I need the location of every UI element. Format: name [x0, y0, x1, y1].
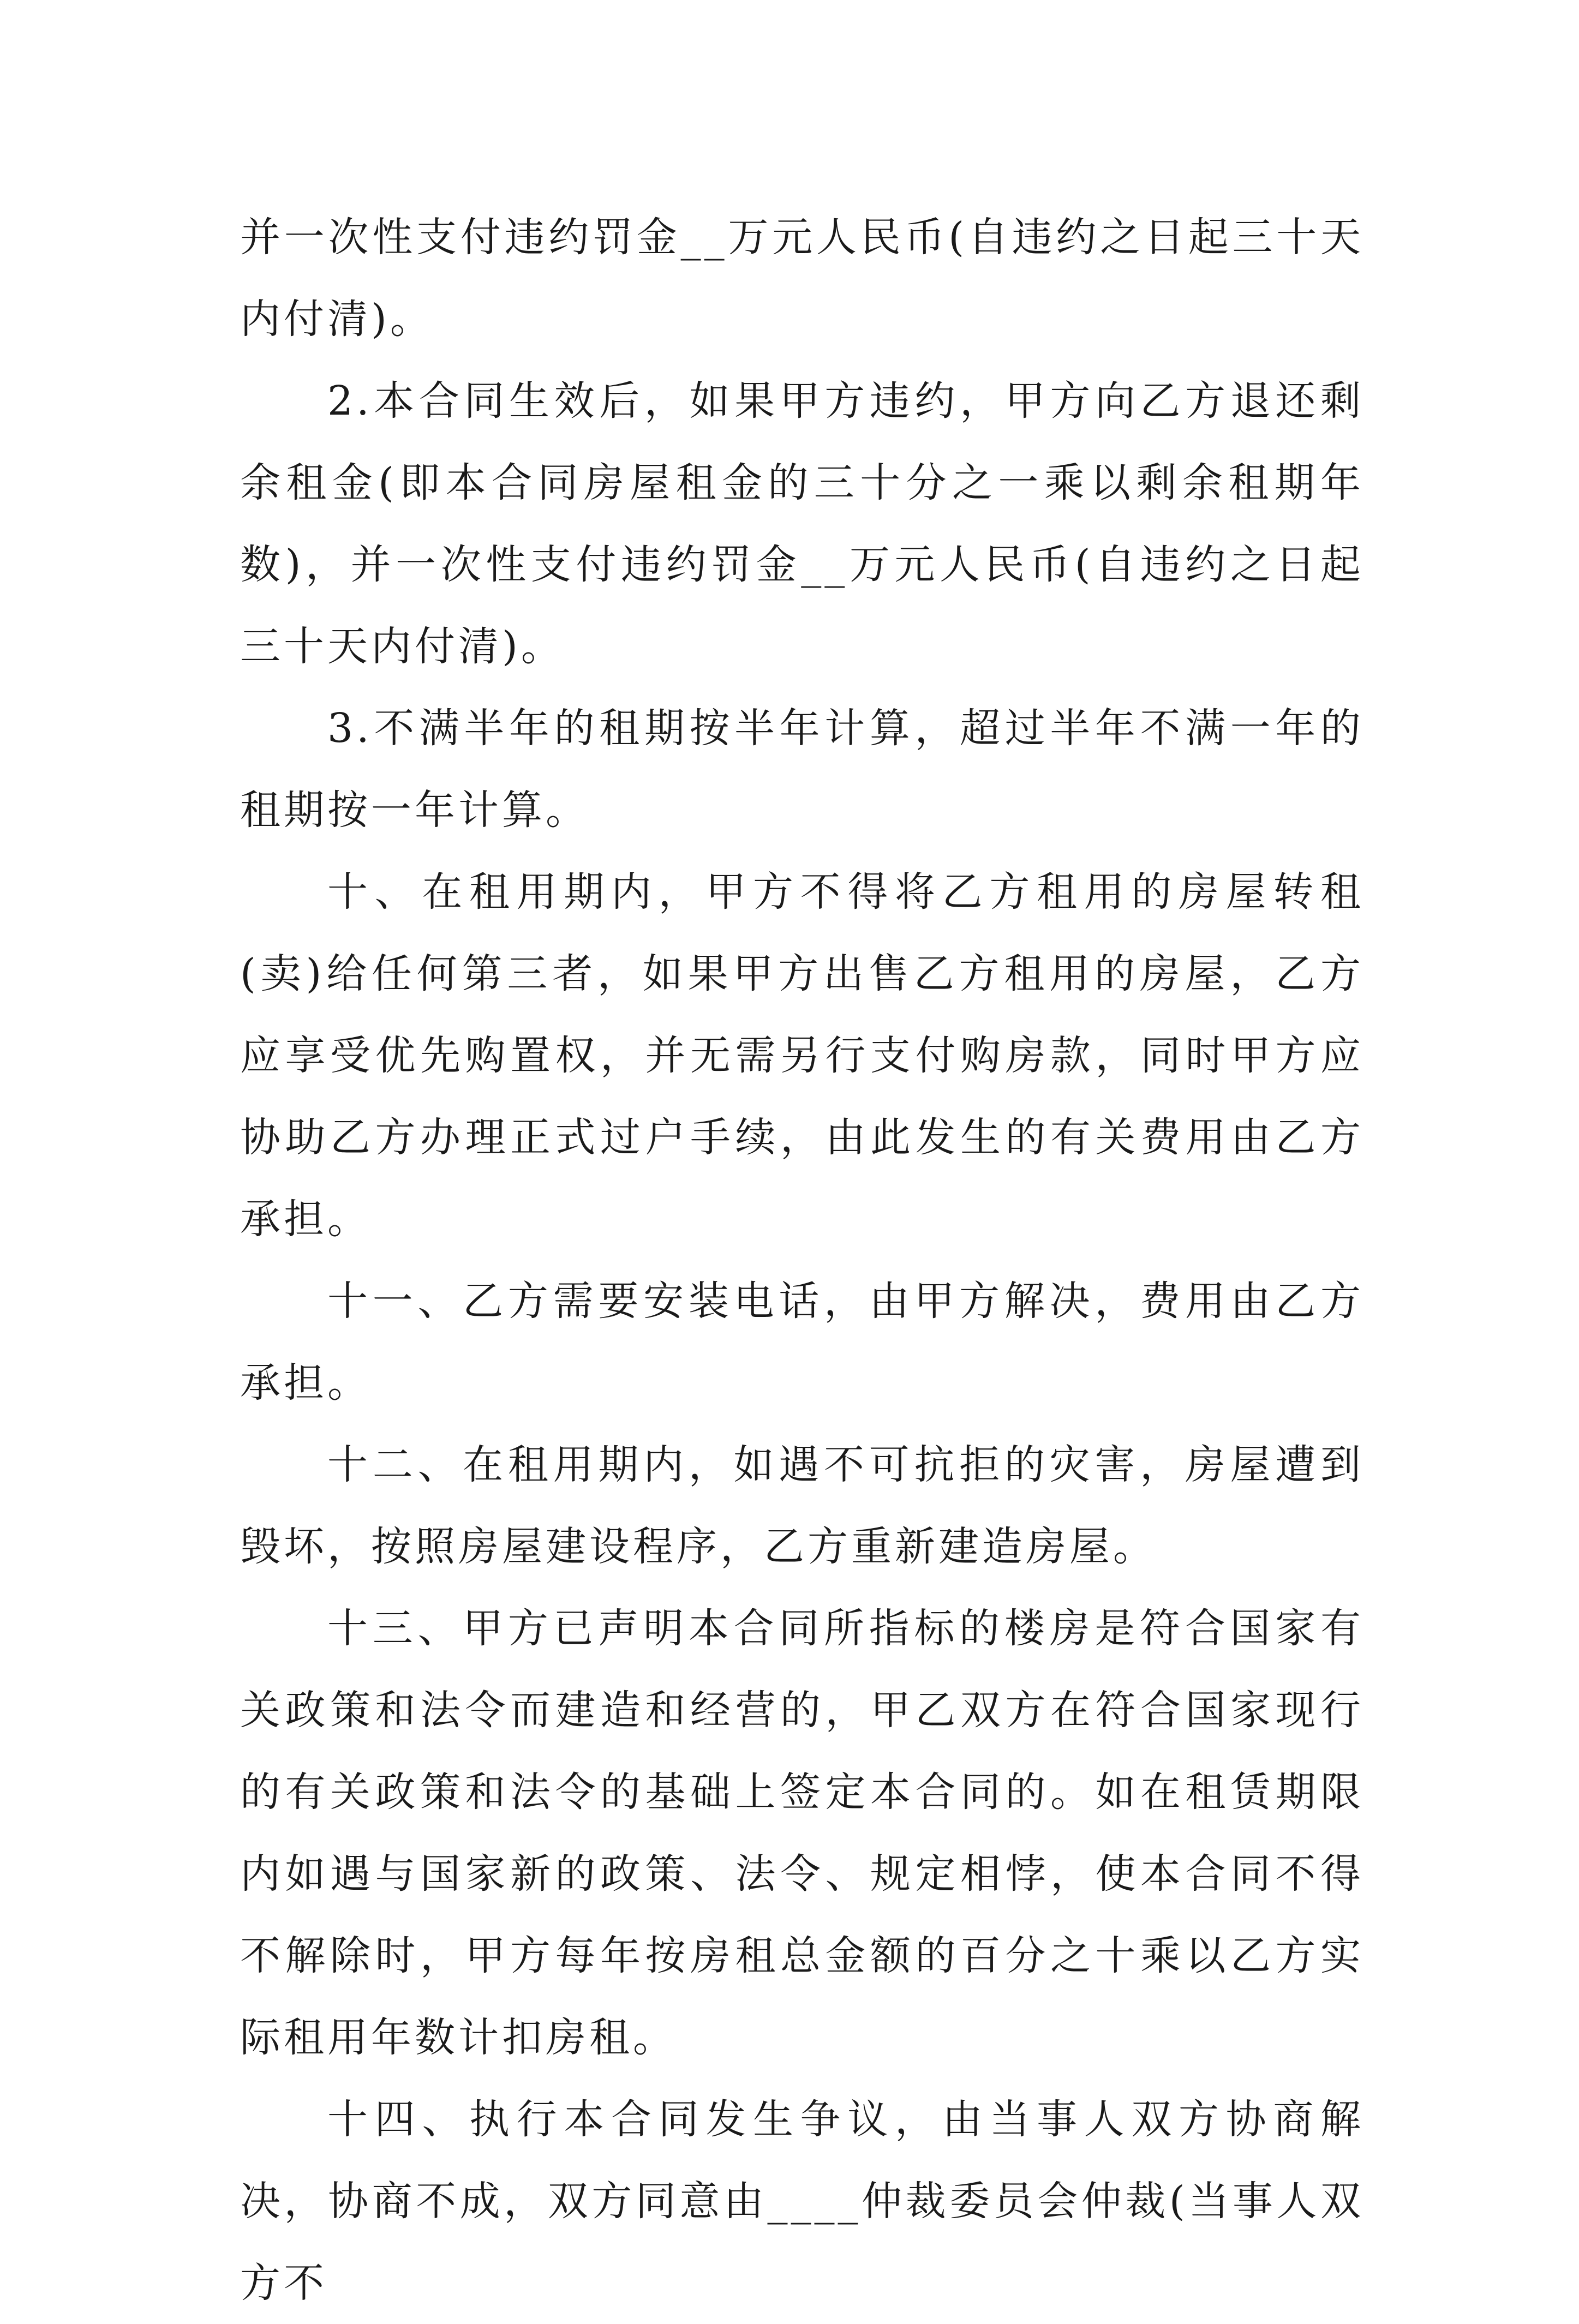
document-body — [240, 196, 1364, 2324]
paragraph-penalty-continued: 并一次性支付违约罚金__万元人民币(自违约之日起三十天内付清)。 — [240, 214, 1364, 343]
paragraph-article-11: 十一、乙方需要安装电话，由甲方解决，费用由乙方承担。 — [240, 1278, 1364, 1406]
paragraph-article-12: 十二、在租用期内，如遇不可抗拒的灾害，房屋遭到毁坏，按照房屋建设程序，乙方重新建造房屋。 — [240, 1441, 1364, 1570]
paragraph-article-10: 十、在租用期内，甲方不得将乙方租用的房屋转租(卖)给任何第三者，如果甲方出售乙方租用的房屋，乙方应享受优先购置权，并无需另行支付购房款，同时甲方应协助乙方办理正式过户手续，由此发生的有关费用由乙方承担。 — [240, 868, 1364, 1243]
paragraph-article-14: 十四、执行本合同发生争议，由当事人双方协商解决，协商不成，双方同意由____仲裁委员会仲裁(当事人双方不 — [240, 2096, 1364, 2307]
paragraph-clause-3: 3.不满半年的租期按半年计算，超过半年不满一年的租期按一年计算。 — [240, 705, 1364, 834]
paragraph-article-13: 十三、甲方已声明本合同所指标的楼房是符合国家有关政策和法令而建造和经营的，甲乙双方在符合国家现行的有关政策和法令的基础上签定本合同的。如在租赁期限内如遇与国家新的政策、法令、规定相悖，使本合同不得不解除时，甲方每年按房租总金额的百分之十乘以乙方实际租用年数计扣房租。 — [240, 1605, 1364, 2061]
paragraph-clause-2: 2.本合同生效后，如果甲方违约，甲方向乙方退还剩余租金(即本合同房屋租金的三十分之一乘以剩余租期年数)，并一次性支付违约罚金__万元人民币(自违约之日起三十天内付清)。 — [240, 378, 1364, 670]
